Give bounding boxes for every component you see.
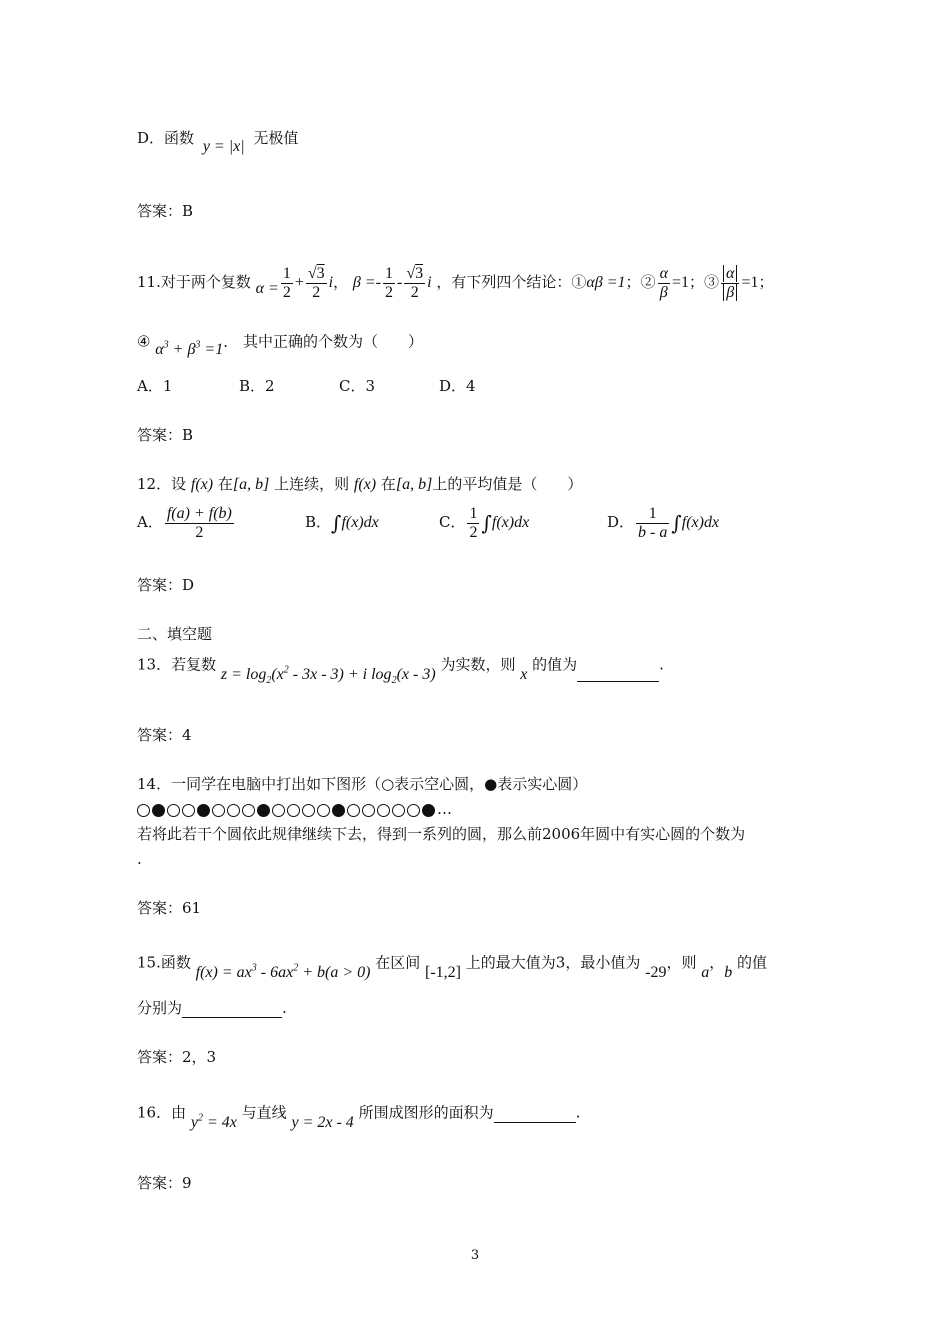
hollow-circle (392, 804, 405, 817)
q11-prefix: 11.对于两个复数 (137, 273, 251, 291)
q12-option-c-integrand: f(x)dx (491, 514, 530, 531)
q11-alpha: α = (255, 280, 279, 297)
q11-sqrt3-fraction: $\frac{√3}{2}$ (307, 264, 325, 301)
answer-10: 答案：B (137, 202, 194, 220)
hollow-circle (212, 804, 225, 817)
q11-conclusion-2-label: ② (640, 273, 656, 291)
q12-continuous: 上连续，则 (274, 475, 350, 493)
answer-11: 答案：B (137, 426, 194, 444)
q15-interval: [-1,2] (425, 964, 461, 982)
q12-interval: [a, b] (232, 476, 270, 493)
q11-conclusion-4: =1 (204, 341, 224, 359)
q13-end: 的值为 (532, 655, 578, 674)
q13-mid: 为实数，则 (440, 655, 516, 674)
q12-option-b-label: B． (305, 513, 332, 531)
filled-circle (197, 804, 210, 817)
question-15-line2 (137, 998, 287, 1018)
q11-conclusion-3: =1 (741, 274, 759, 291)
q16-line: y = 2x - 4 (291, 1114, 354, 1132)
q12-option-c: C． $\frac{1}{2}$ ∫f(x)dx (439, 504, 530, 541)
hollow-circle (347, 804, 360, 817)
q13-variable: x (520, 666, 528, 684)
q11-half-fraction: $\frac{1}{2}$ (282, 264, 291, 301)
q13-prefix: 13．若复数 (137, 655, 217, 674)
q12-option-b-integrand: f(x)dx (341, 514, 379, 531)
q15-end: 的值 (737, 953, 768, 972)
q11-options (137, 376, 476, 396)
q15-mid3: ，则 (666, 953, 697, 972)
q16-prefix: 16．由 (137, 1103, 187, 1122)
q11-end: 其中正确的个数为（ ） (243, 332, 424, 351)
q16-parabola: $y^2 = 4x$ (190, 1113, 237, 1132)
q15-answer-blank[interactable] (182, 1001, 282, 1018)
q15-line2: 分别为 (137, 999, 183, 1017)
q11-conclusion-3-label: ③ (704, 273, 720, 291)
q13-expression: $z = \log_2(x^2 - 3x - 3) + i$ $\log_2(x - 3)$ (220, 665, 436, 687)
q13-dot: . (659, 655, 664, 674)
q12-on: 在 (217, 475, 233, 493)
q12-option-d-integrand: f(x)dx (681, 514, 720, 531)
question-11-line2: ④ $\alpha^3 + \beta^3 =1$． 其中正确的个数为（ ） (137, 332, 424, 359)
q12-option-a: A． $\frac{f(a) + f(b)}{2}$ (137, 504, 232, 541)
q11-option-b: B．2 (239, 377, 275, 395)
question-14-line4: . (137, 850, 142, 868)
hollow-circle (227, 804, 240, 817)
q13-answer-blank[interactable] (577, 665, 659, 682)
q11-option-d: D．4 (439, 377, 476, 395)
q16-mid2: 所围成图形的面积为 (358, 1103, 494, 1122)
circle-pattern-ellipsis: … (437, 800, 452, 818)
q15-prefix: 15.函数 (137, 953, 191, 972)
q11-option-a: A．1 (137, 377, 173, 395)
hollow-circle (362, 804, 375, 817)
q15-mid1: 在区间 (375, 953, 421, 972)
q12-option-d: D． $\frac{1}{b - a}$ ∫f(x)dx (607, 504, 720, 541)
q12-option-a-label: A． (137, 513, 163, 531)
q12-option-d-label: D． (607, 513, 635, 531)
q11-conclusion-4-label: ④ (137, 332, 151, 351)
q16-mid1: 与直线 (241, 1103, 287, 1122)
q15-mid2: 上的最大值为3，最小值为 (465, 953, 641, 972)
hollow-circle (137, 804, 150, 817)
q12-option-b: B．∫f(x)dx (305, 511, 379, 535)
q12-fx: f(x) (190, 476, 214, 493)
q15-var-b: b (724, 964, 733, 982)
hollow-circle (407, 804, 420, 817)
hollow-circle (182, 804, 195, 817)
q12-on-2: 在 (380, 475, 396, 493)
q12-prefix: 12．设 (137, 475, 187, 493)
q16-answer-blank[interactable] (494, 1106, 576, 1123)
question-14-line3: 若将此若干个圆依此规律继续下去，得到一系列的圆，那么前2006年圆中有实心圆的个数为 (137, 825, 746, 843)
q12-interval-2: [a, b] (395, 476, 433, 493)
hollow-circle (272, 804, 285, 817)
section-heading: 二、填空题 (137, 625, 213, 643)
q11-conclusion-1-label: ① (571, 273, 587, 291)
q12-option-c-label: C． (439, 513, 466, 531)
q15-dot: . (282, 999, 287, 1017)
question-11: 11.对于两个复数 α = $\frac{1}{2}$ + $\frac{√3}{2}$ i， β =- $\frac{1}{2}$ - $\frac{√3}{2}$ i ，有下列四个结论：①αβ =1；② $\frac{\alpha}{\beta}$ =1；③ $\frac{\alpha}{\beta}$ =1； (137, 264, 774, 301)
q12-mean: 上的平均值是（ ） (432, 475, 583, 493)
option-d-label: D．函数 (137, 129, 195, 147)
answer-12: 答案：D (137, 576, 195, 594)
hollow-circle (317, 804, 330, 817)
q11-conclusion-2: =1 (671, 274, 690, 291)
hollow-circle (377, 804, 390, 817)
question-14: 14．一同学在电脑中打出如下图形（○表示空心圆，●表示实心圆） (137, 775, 588, 793)
question-12 (137, 474, 582, 495)
answer-14: 答案：61 (137, 899, 202, 917)
option-d-q10 (137, 128, 299, 155)
hollow-circle (167, 804, 180, 817)
filled-circle (332, 804, 345, 817)
q12-options (137, 502, 719, 543)
hollow-circle (242, 804, 255, 817)
q11-beta: β =- (352, 274, 381, 291)
page-number: 3 (470, 1248, 480, 1263)
q16-dot: . (575, 1103, 581, 1122)
q15-comma: ， (709, 953, 725, 972)
option-d-suffix: 无极值 (253, 129, 299, 147)
q15-function: $f(x) = ax^3 - 6ax^2 + b(a > 0)$ (195, 963, 371, 982)
answer-13: 答案：4 (137, 726, 192, 744)
filled-circle (257, 804, 270, 817)
hollow-circle (287, 804, 300, 817)
question-16 (137, 1099, 581, 1132)
q12-fx-2: f(x) (353, 476, 377, 493)
q11-option-c: C．3 (339, 377, 376, 395)
q11-tail: ，有下列四个结论： (436, 273, 572, 291)
question-15 (137, 949, 768, 982)
abs-function-expr: y = |x| (202, 138, 245, 155)
answer-16: 答案：9 (137, 1174, 192, 1192)
hollow-circle (302, 804, 315, 817)
q15-min-value: -29 (645, 964, 667, 982)
q15-var-a: a (701, 964, 710, 982)
circle-pattern (137, 799, 452, 819)
filled-circle (152, 804, 165, 817)
q11-conclusion-1: αβ =1 (586, 274, 626, 291)
filled-circle (422, 804, 435, 817)
question-13 (137, 651, 664, 687)
answer-15: 答案：2，3 (137, 1048, 217, 1066)
